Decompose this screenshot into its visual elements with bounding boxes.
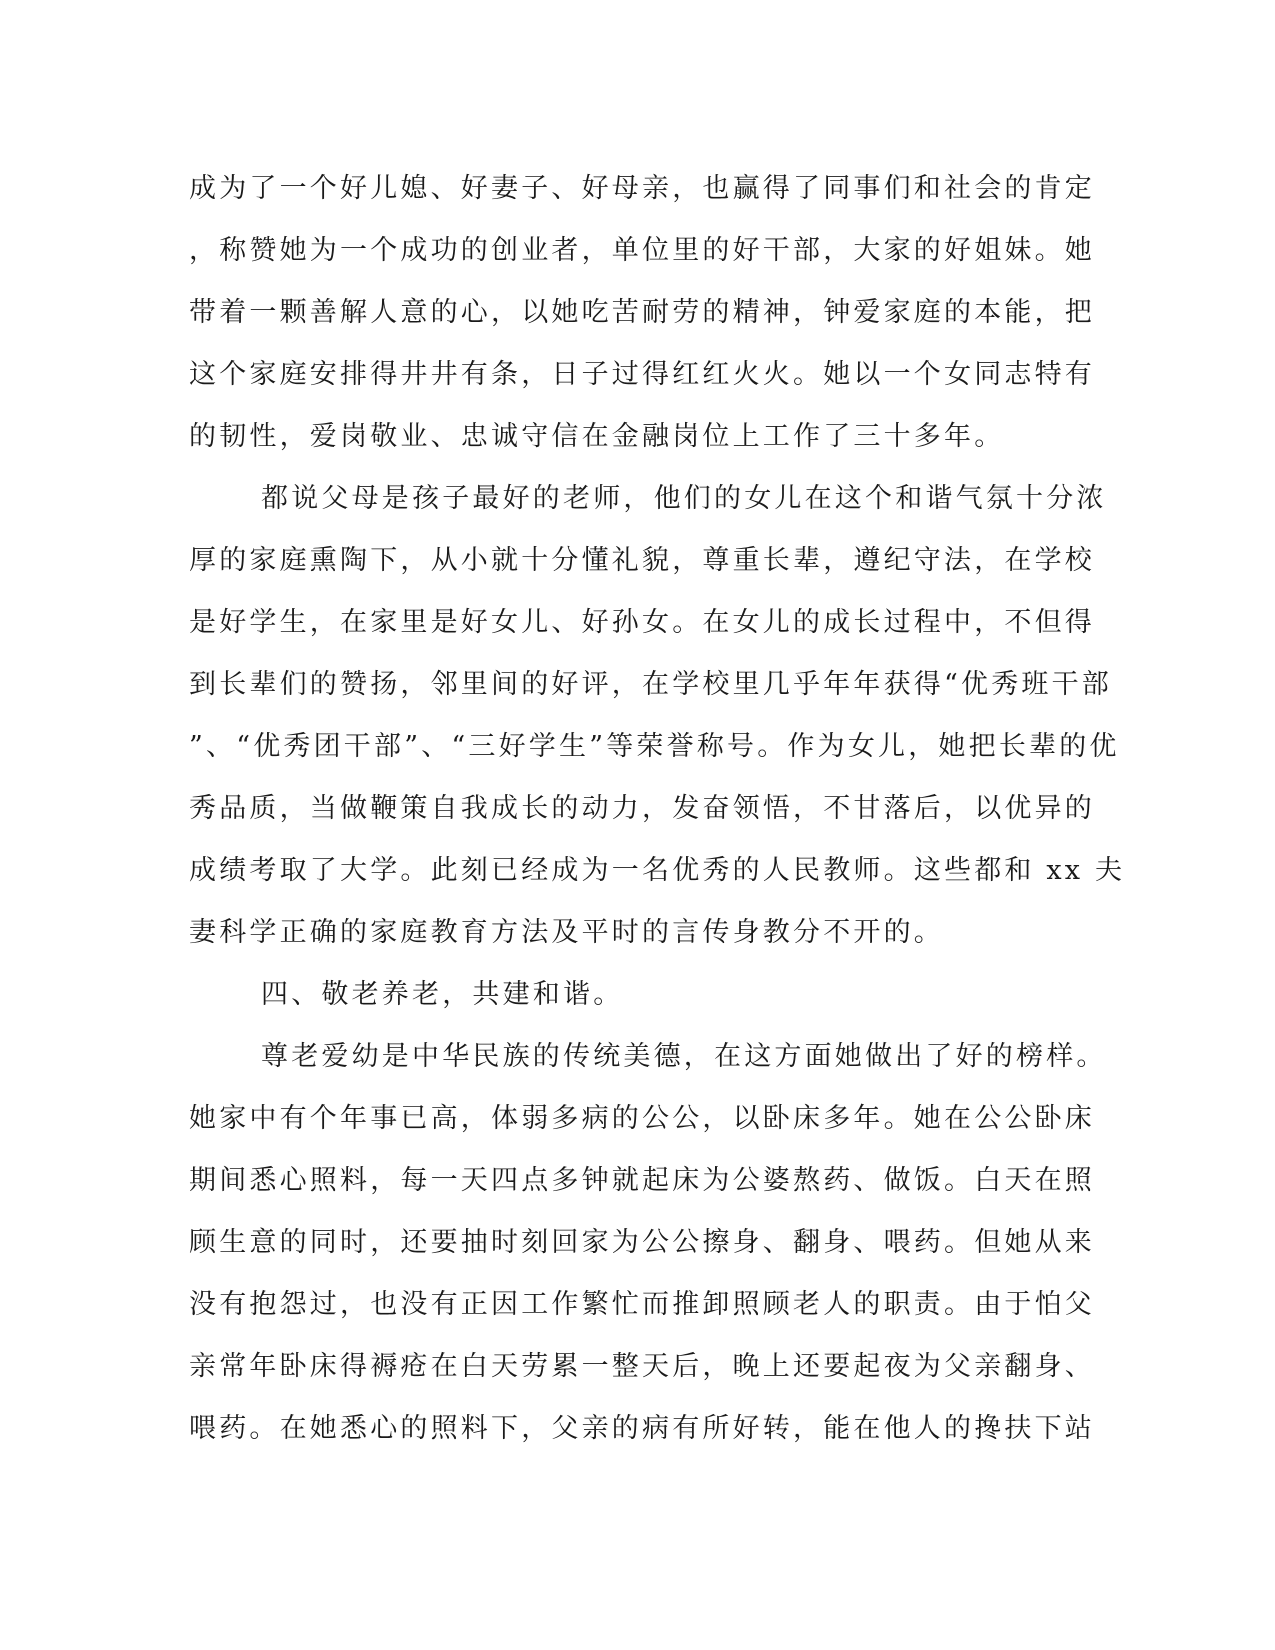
text-line: 都说父母是孩子最好的老师，他们的女儿在这个和谐气氛十分浓: [261, 483, 1107, 514]
text-line: 成为了一个好儿媳、好妻子、好母亲，也赢得了同事们和社会的肯定: [189, 173, 1095, 204]
text-line: 带着一颗善解人意的心，以她吃苦耐劳的精神，钟爱家庭的本能，把: [189, 297, 1095, 328]
text-line: 顾生意的同时，还要抽时刻回家为公公擦身、翻身、喂药。但她从来: [189, 1227, 1095, 1258]
text-line: 秀品质，当做鞭策自我成长的动力，发奋领悟，不甘落后，以优异的: [189, 793, 1095, 824]
paragraph-2: [189, 468, 1126, 964]
text-line: 喂药。在她悉心的照料下，父亲的病有所好转，能在他人的搀扶下站: [189, 1413, 1095, 1444]
text-line: 她家中有个年事已高，体弱多病的公公，以卧床多年。她在公公卧床: [189, 1103, 1095, 1134]
text-line: 妻科学正确的家庭教育方法及平时的言传身教分不开的。: [189, 917, 944, 948]
text-line: 亲常年卧床得褥疮在白天劳累一整天后，晚上还要起夜为父亲翻身、: [189, 1351, 1095, 1382]
text-line: 成绩考取了大学。此刻已经成为一名优秀的人民教师。这些都和 xx 夫: [189, 855, 1126, 886]
text-line: 这个家庭安排得井井有条，日子过得红红火火。她以一个女同志特有: [189, 359, 1095, 390]
paragraph-3: [189, 1026, 1107, 1460]
section-heading: [189, 964, 1069, 1026]
text-line: 厚的家庭熏陶下，从小就十分懂礼貌，尊重长辈，遵纪守法，在学校: [189, 545, 1095, 576]
text-line: ”、“优秀团干部”、“三好学生”等荣誉称号。作为女儿，她把长辈的优: [189, 731, 1120, 762]
text-line: 到长辈们的赞扬，邻里间的好评，在学校里几乎年年获得“优秀班干部: [189, 669, 1113, 700]
text-line: 没有抱怨过，也没有正因工作繁忙而推卸照顾老人的职责。由于怕父: [189, 1289, 1095, 1320]
text-line: 的韧性，爱岗敬业、忠诚守信在金融岗位上工作了三十多年。: [189, 421, 1005, 452]
text-line: 是好学生，在家里是好女儿、好孙女。在女儿的成长过程中，不但得: [189, 607, 1095, 638]
heading-line: 四、敬老养老，共建和谐。: [261, 979, 624, 1010]
text-line: 期间悉心照料，每一天四点多钟就起床为公婆熬药、做饭。白天在照: [189, 1165, 1095, 1196]
document-page: [189, 158, 1126, 1460]
paragraph-1: [189, 158, 1095, 468]
text-line: ，称赞她为一个成功的创业者，单位里的好干部，大家的好姐妹。她: [189, 235, 1095, 266]
text-line: 尊老爱幼是中华民族的传统美德，在这方面她做出了好的榜样。: [261, 1041, 1107, 1072]
